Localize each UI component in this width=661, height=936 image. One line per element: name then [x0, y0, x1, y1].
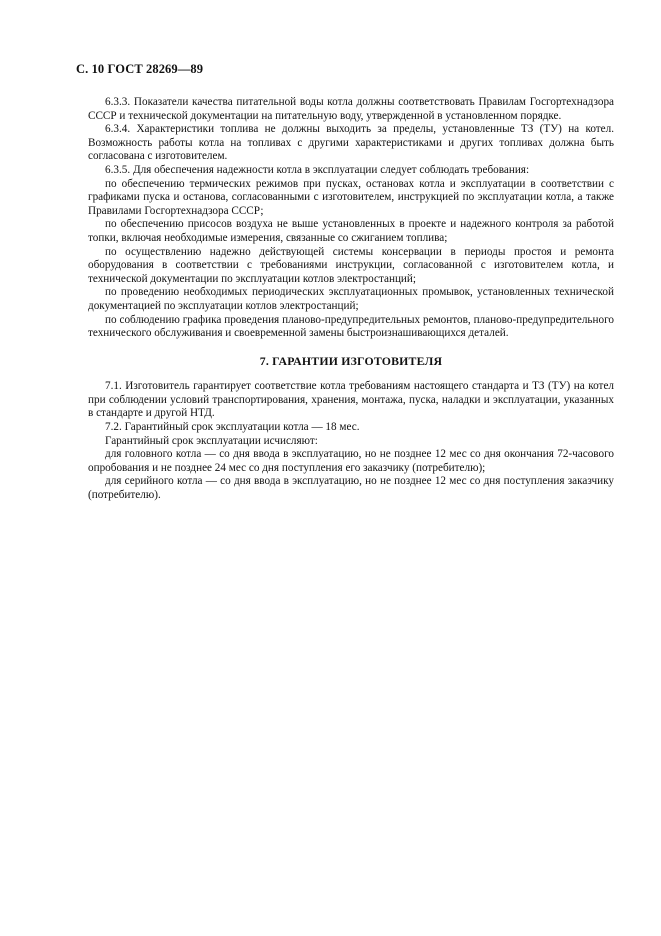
warranty-serial-boiler: для серийного котла — со дня ввода в эксплуатацию, но не позднее 12 мес со дня поступления заказчику (потребителю). [88, 475, 614, 502]
paragraph-6-3-3: 6.3.3. Показатели качества питательной воды котла должны соответствовать Правилам Госгортехнадзора СССР и технической документации на питательную воду, утвержденной в установленном порядке. [88, 96, 614, 122]
warranty-calc-intro: Гарантийный срок эксплуатации исчисляют: [105, 434, 318, 447]
requirement-thermal-modes: по обеспечению термических режимов при пусках, остановах котла и эксплуатации в соответствии с графиками пуска и останова, согласованными с изготовителем, инструкцией по эксплуатации котла, а также Правилами Госгортехнадзора СССР; [88, 177, 614, 217]
requirement-air-suction: по обеспечению присосов воздуха не выше установленных в проекте и надежного контроля за работой топки, включая необходимые измерения, связанные со сжиганием топлива; [88, 218, 614, 244]
paragraph-7-2: 7.2. Гарантийный срок эксплуатации котла — 18 мес. [105, 421, 360, 434]
document-body [88, 96, 614, 503]
paragraph-6-3-4: 6.3.4. Характеристики топлива не должны выходить за пределы, установленные ТЗ (ТУ) на котел. Возможность работы котла на топливах с другими характеристиками и других топливах должна быть согласована с изготовителем. [88, 123, 614, 163]
requirement-conservation: по осуществлению надежно действующей системы консервации в периоды простоя и ремонта оборудования в соответствии с требованиями инструкции, согласованной с изготовителем котла, и технической документации по эксплуатации котлов электростанций; [88, 245, 614, 285]
paragraph-7-1: 7.1. Изготовитель гарантирует соответствие котла требованиям настоящего стандарта и ТЗ (ТУ) на котел при соблюдении условий транспортирования, хранения, монтажа, пуска, наладки и эксплуатации, указанных в стандарте и другой НТД. [88, 380, 614, 420]
paragraph-6-3-5: 6.3.5. Для обеспечения надежности котла в эксплуатации следует соблюдать требования: [105, 163, 530, 176]
requirement-repairs: по соблюдению графика проведения планово-предупредительных ремонтов, планово-предупредительного технического обслуживания и своевременной замены быстроизнашивающихся деталей. [88, 313, 614, 340]
page-header: С. 10 ГОСТ 28269—89 [76, 62, 204, 76]
requirement-flushing: по проведению необходимых периодических эксплуатационных промывок, установленных технической документацией по эксплуатации котлов электростанций; [88, 286, 614, 312]
section-title: 7. ГАРАНТИИ ИЗГОТОВИТЕЛЯ [259, 353, 443, 368]
warranty-lead-boiler: для головного котла — со дня ввода в эксплуатацию, но не позднее 12 мес со дня окончания 72-часового опробования и не позднее 24 мес со дня поступления его заказчику (потребителю); [88, 448, 614, 474]
